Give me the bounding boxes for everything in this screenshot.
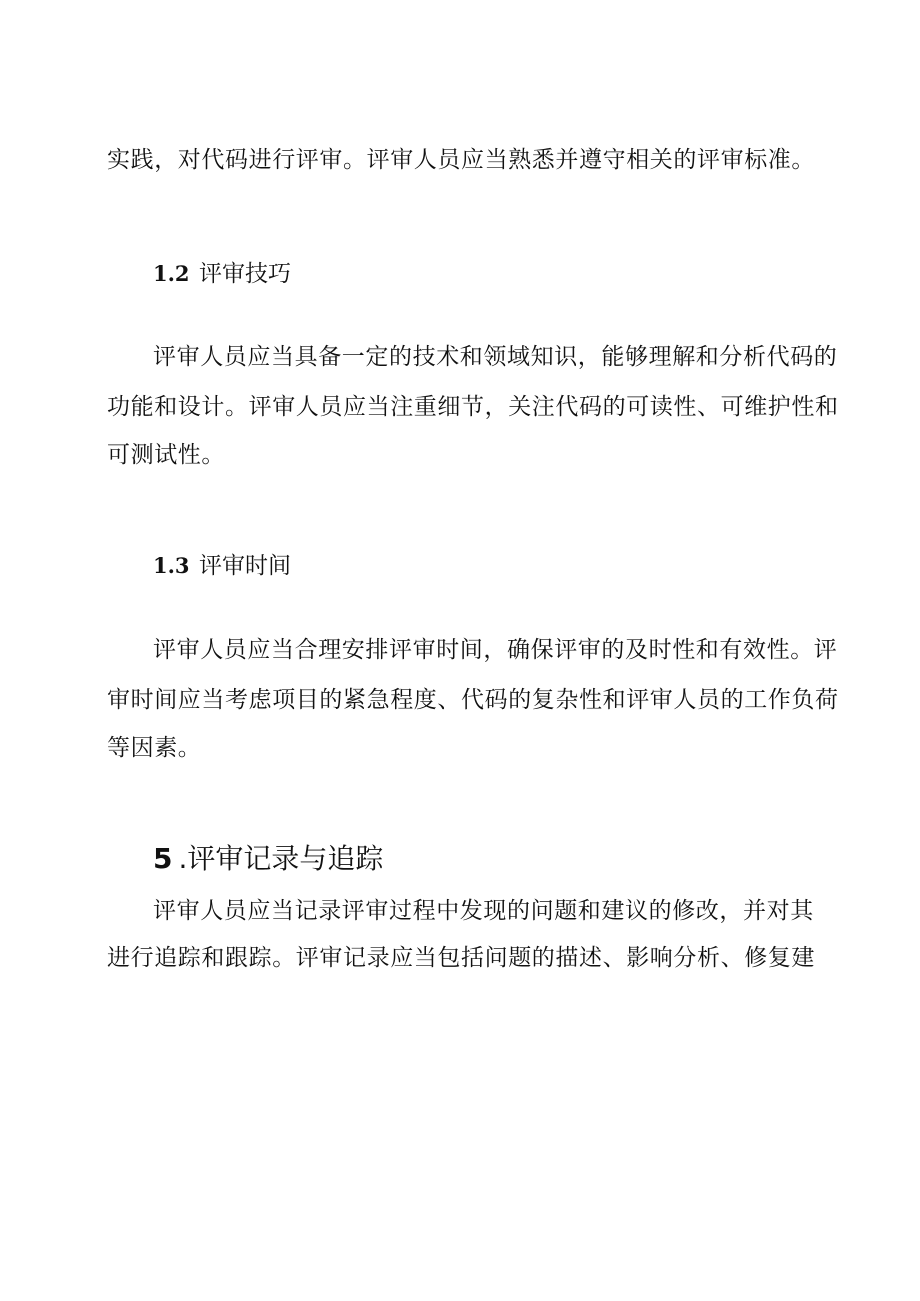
section-title: .评审记录与追踪 xyxy=(178,842,384,875)
section-number: 1.3 xyxy=(153,553,190,578)
section-title: 评审时间 xyxy=(199,553,291,579)
section-heading-1-2 xyxy=(153,258,553,290)
paragraph-line: 评审人员应当合理安排评审时间，确保评审的及时性和有效性。评 xyxy=(153,637,838,663)
intro-paragraph-line: 实践，对代码进行评审。评审人员应当熟悉并遵守相关的评审标准。 xyxy=(107,147,815,173)
section-heading-5 xyxy=(153,840,553,878)
paragraph-line: 评审人员应当记录评审过程中发现的问题和建议的修改，并对其 xyxy=(153,898,814,924)
paragraph-line: 等因素。 xyxy=(107,735,202,761)
section-heading-1-3 xyxy=(153,550,553,582)
paragraph-line: 可测试性。 xyxy=(107,442,225,468)
paragraph-line: 功能和设计。评审人员应当注重细节，关注代码的可读性、可维护性和 xyxy=(107,394,839,420)
paragraph-line: 审时间应当考虑项目的紧急程度、代码的复杂性和评审人员的工作负荷 xyxy=(107,687,839,713)
paragraph-line: 评审人员应当具备一定的技术和领域知识，能够理解和分析代码的 xyxy=(153,344,838,370)
section-number: 5 xyxy=(153,842,173,875)
section-title: 评审技巧 xyxy=(199,261,291,287)
paragraph-line: 进行追踪和跟踪。评审记录应当包括问题的描述、影响分析、修复建 xyxy=(107,945,815,971)
section-number: 1.2 xyxy=(153,261,190,286)
